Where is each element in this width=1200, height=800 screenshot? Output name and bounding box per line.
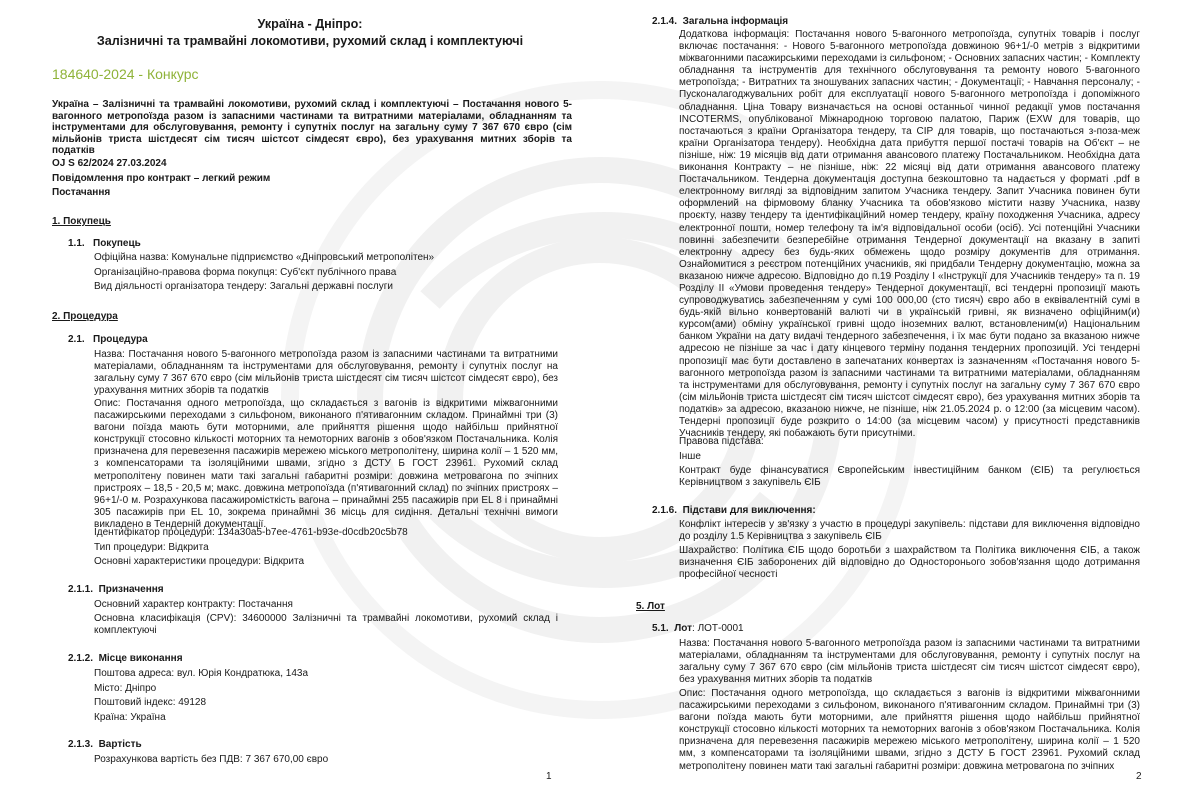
buyer-official-name: Офіційна назва: Комунальне підприємство «Дніпровський метрополітен» bbox=[94, 252, 435, 263]
postcode: Поштовий індекс: 49128 bbox=[94, 697, 207, 708]
procedure-type: Тип процедури: Відкрита bbox=[94, 542, 209, 553]
lot-description: Опис: Постачання одного метропоїзда, що складається з вагонів із відкритими міжвагонними пасажирськими переходами з сильфоном, виконаного п'ятивагонним складом. Принаймні три (3) вагони поїзда мають бути моторними, але прийняття рішення щодо найбільш прийнятної конструкції стосовно кількості моторних та немоторних вагонів з обов'язком Постачальника. Колія призначена для перевезення пасажирів мережею міського метрополітену, ширина колії – 1 520 мм, з компенсаторами та ізоляційними швами, згідно з ДСТУ Б ГОСТ 23961. Рухомий склад метрополітену повинен мати такі загальні габаритні розміри: довжина метровагона по зчіпних bbox=[679, 688, 1140, 772]
section-2-1-4-heading: 2.1.4. Загальна інформація bbox=[652, 16, 789, 27]
legal-basis-label: Правова підстава: bbox=[679, 436, 764, 447]
contract-nature: Основний характер контракту: Постачання bbox=[94, 599, 293, 610]
section-1-heading: 1. Покупець bbox=[52, 216, 111, 227]
exclusion-fraud: Шахрайство: Політика ЄІБ щодо боротьби з шахрайством та Політика виключення ЄІБ, а також визначення ЄІБ заборонених дій відповідно до Односторонього зобов'язання щодо дотримання професійної чесності bbox=[679, 545, 1140, 581]
estimated-value: Розрахункова вартість без ПДВ: 7 367 670,00 євро bbox=[94, 754, 329, 765]
section-5-heading: 5. Лот bbox=[636, 601, 665, 612]
lot-label: 5.1. Лот bbox=[652, 623, 693, 634]
section-2-1-1-heading: 2.1.1. Призначення bbox=[68, 584, 164, 595]
page-number-2: 2 bbox=[1136, 771, 1142, 782]
postal-address: Поштова адреса: вул. Юрія Кондратюка, 143а bbox=[94, 668, 309, 679]
section-2-1-2-heading: 2.1.2. Місце виконання bbox=[68, 653, 183, 664]
notice-subject: Україна – Залізничні та трамвайні локомотиви, рухомий склад і комплектуючі – Постачання нового 5-вагонного метропоїзда разом із запасними частинами та витратними матеріалами, обладнанням та інструментами для обслуговування, ремонту і супутніх послуг на загальну суму 7 367 670 євро (сім мільйонів триста шістдесят сім тисяч шістсот сімдесят євро), без урахування митних зборів та податків bbox=[52, 99, 572, 156]
title-line-2: Залізничні та трамвайні локомотиви, рухомий склад і комплектуючі bbox=[96, 34, 524, 48]
document-title bbox=[40, 16, 580, 50]
section-2-1-6-heading: 2.1.6. Підстави для виключення: bbox=[652, 505, 816, 516]
section-2-1-3-heading: 2.1.3. Вартість bbox=[68, 739, 142, 750]
oj-reference: OJ S 62/2024 27.03.2024 bbox=[52, 158, 167, 169]
title-line-1: Україна - Дніпро: bbox=[257, 17, 363, 31]
buyer-activity: Вид діяльності організатора тендеру: Загальні державні послуги bbox=[94, 281, 393, 292]
procedure-identifier: Ідентифікатор процедури: 134a30a5-b7ee-4761-b93e-d0cdb20c5b78 bbox=[94, 527, 408, 538]
procedure-name: Назва: Постачання нового 5-вагонного метропоїзда разом із запасними частинами та витратними матеріалами, обладнанням та інструментами для обслуговування, ремонту і супутніх послуг на загальну суму 7 367 670 євро (сім мільйонів триста шістдесят сім тисяч шістсот сімдесят євро), без урахування митних зборів та податків bbox=[94, 349, 558, 397]
section-5-1-heading bbox=[652, 623, 744, 635]
lot-id: : ЛОТ-0001 bbox=[692, 623, 744, 634]
section-1-1-heading: 1.1. Покупець bbox=[68, 238, 141, 249]
contract-kind: Постачання bbox=[52, 187, 111, 198]
notice-type: Повідомлення про контракт – легкий режим bbox=[52, 173, 271, 184]
section-2-1-heading: 2.1. Процедура bbox=[68, 334, 148, 345]
page-2 bbox=[600, 0, 1200, 800]
cpv-classification: Основна класифікація (CPV): 34600000 Залізничні та трамвайні локомотиви, рухомий склад і комплектуючі bbox=[94, 613, 558, 637]
notice-id: 184640-2024 - Конкурс bbox=[52, 66, 199, 82]
procedure-description: Опис: Постачання одного метропоїзда, що складається з вагонів із відкритими міжвагонними пасажирськими переходами з сильфоном, виконаного п'ятивагонним складом. Принаймні три (3) вагони поїзда мають бути моторними, але прийняття рішення щодо найбільш прийнятної конструкції стосовно кількості моторних та немоторних вагонів з обов'язком Постачальника. Колія призначена для перевезення пасажирів мережею міського метрополітену, ширина колії – 1 520 мм, з компенсаторами та ізоляційними швами, згідно з ДСТУ Б ГОСТ 23961. Рухомий склад метрополітену повинен мати такі загальні габаритні розміри: довжина метровагона по зчіпних пристроях – 18,5 - 20,5 м; макс. довжина метропоїзда (п'ятивагонний склад) по зчіпних пристроях – 96+1/-0 м. Розрахункова пасажиромісткість вагона – принаймні 255 пасажирів при EL 8 і принаймні 305 пасажирів при EL 10, зокрема принаймні 36 місць для сидіння. Детальні технічні вимоги викладено в Тендерній документації. bbox=[94, 398, 558, 530]
legal-basis-value: Інше bbox=[679, 451, 701, 462]
city: Місто: Дніпро bbox=[94, 683, 157, 694]
lot-name: Назва: Постачання нового 5-вагонного метропоїзда разом із запасними частинами та витратними матеріалами, обладнанням та інструментами для обслуговування, ремонту і супутніх послуг на загальну суму 7 367 670 євро (сім мільйонів триста шістдесят сім тисяч шістсот сімдесят євро), без урахування митних зборів та податків bbox=[679, 638, 1140, 686]
country: Країна: Україна bbox=[94, 712, 166, 723]
financing-note: Контракт буде фінансуватися Європейським інвестиційним банком (ЄІБ) та регулюється Керівництвом з закупівель ЄІБ bbox=[679, 465, 1140, 489]
buyer-legal-form: Організаційно-правова форма покупця: Суб'єкт публічного права bbox=[94, 267, 397, 278]
additional-information: Додаткова інформація: Постачання нового 5-вагонного метропоїзда, супутніх товарів і послуг включає постачання: - Нового 5-вагонного метропоїзда довжиною 96+1/-0 метрів з відкритими міжвагонними пасажирськими переходами із сильфоном; - Основних запасних частин; - Комплекту обладнання та інструментів для технічного обслуговування та ремонту нового 5-вагонного метропоїзда; - Витратних та зношуваних запасних частин; - Документації; - Навчання персоналу; - Пусконалагоджувальних робіт для експлуатації нового 5-вагонного метропоїзда і допоміжного обладнання. Ціна Товару визначається на основі останньої чинної редакції умов постачання INCOTERMS, опублікованої Міжнародною торговою палатою, Париж (EXW для товарів, що постачаються з країни Організатора тендеру, та CIP для товарів, що постачаються з-поза-меж країни Організатора тендеру). Необхідна дата прибуття першої постачі товарів на Об'єкт – не пізніше, ніж: 19 місяців від дати отримання авансового платежу Постачальником. Необхідна дата виконання Контракту – не пізніше, ніж: 22 місяці від дати отримання авансового платежу Постачальником. Тендерна документація доступна безкоштовно та надається у форматі .pdf в електронному вигляді за відповідним запитом Учасника тендеру. Запит Учасника повинен бути оформлений на фірмовому бланку Учасника та обов'язково містити назву Учасника, назву проєкту, назву тендеру та ідентифікаційний номер тендеру, країну походження Учасника, адресу електронної пошти, номер телефону та ім'я відповідальної особи (осіб). Усі потенційні Учасники повинні забезпечити безперебійне отримання Тендерної документації на вказану в запиті електронну адресу без будь-яких обмежень щодо розміру документів для отримання. Ознайомитися з реєстром потенційних учасників, які придбали Тендерну документацію, можна за вказаною нижче адресою. Відповідно до п.19 Розділу І «Інструкції для Учасників тендеру» та п. 19 Розділу ІІ «Умови проведення тендеру» Тендерної документації, всі тендерні пропозиції мають супроводжуватись забезпеченням у сумі 100 000,00 (сто тисяч) євро або в еквівалентній сумі в будь-якій вільно конвертованій валюті чи в українській гривні, як визначено офіційним(и) курсом(ами) обміну української гривні щодо іноземних валют, встановленим(и) Національним банком України на дату видачі тендерного забезпечення, і їх має бути подано за вказаною нижче адресою не пізніше за час і дату кінцевого терміну подання тендерних пропозицій. Усі тендерні пропозиції має бути доставлено в запечатаних конвертах із зазначенням «Постачання нового 5-вагонного метропоїзда разом із запасними частинами та витратними матеріалами, обладнанням та інструментами для обслуговування, ремонту і супутніх послуг на загальну суму 7 367 670 євро (сім мільйонів триста шістдесят сім тисяч шістсот сімдесят євро), без урахування митних зборів та податків» за адресою, вказаною нижче, не пізніше, ніж 21.05.2024 р. о 12:00 (за місцевим часом). Тендерні пропозиції буде розкрито о 14:00 (за місцевим часом) у присутності представників Учасників тендеру, які побажають бути присутніми. bbox=[679, 29, 1141, 440]
page-number-1: 1 bbox=[546, 771, 552, 782]
section-2-heading: 2. Процедура bbox=[52, 311, 118, 322]
exclusion-conflict-of-interest: Конфлікт інтересів у зв'язку з участю в процедурі закупівель: підстави для виключення відповідно до розділу 1.5 Керівництва з закупівель ЄІБ bbox=[679, 519, 1140, 543]
procedure-main-features: Основні характеристики процедури: Відкрита bbox=[94, 556, 305, 567]
